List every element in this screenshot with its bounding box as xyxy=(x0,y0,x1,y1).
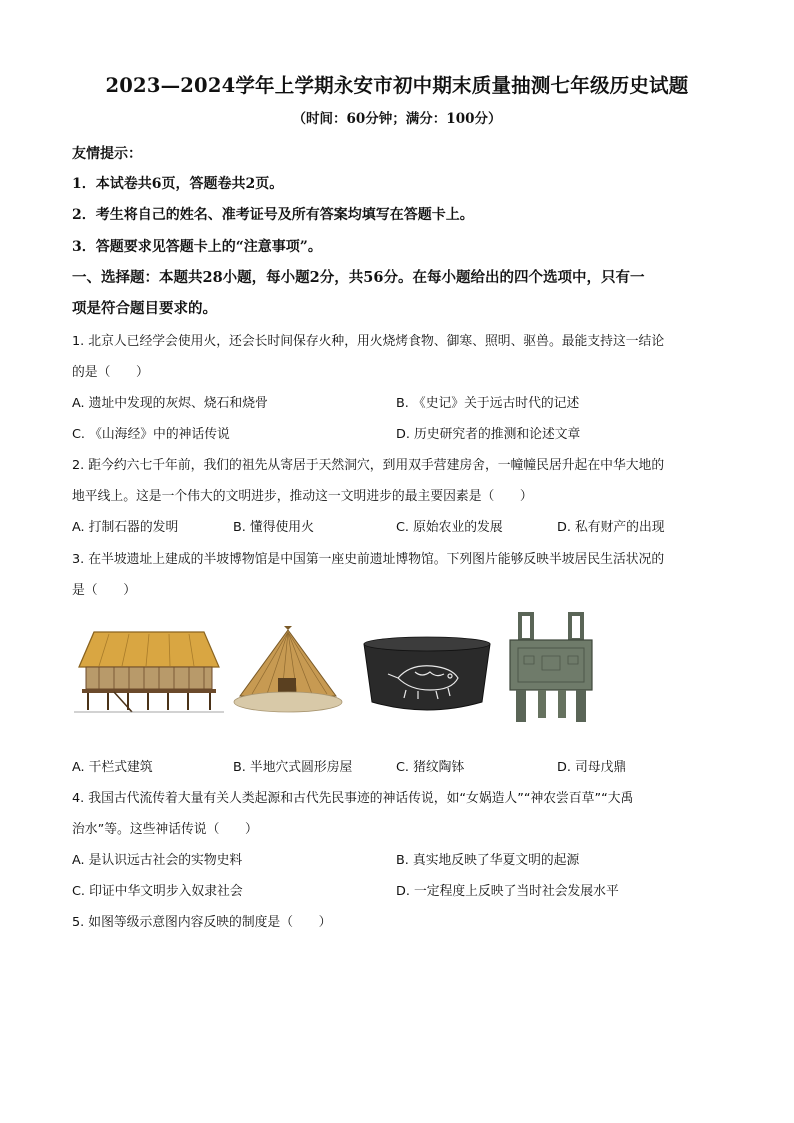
q2-option-c: C. 原始农业的发展 xyxy=(396,520,503,535)
stilt-house-image xyxy=(74,622,224,717)
q3-stem-line2: 是（ ） xyxy=(72,583,136,598)
tip-2: 2．考生将自己的姓名、准考证号及所有答案均填写在答题卡上。 xyxy=(72,207,474,223)
q3-option-b: B. 半地穴式圆形房屋 xyxy=(233,760,353,775)
q1-stem-line2: 的是（ ） xyxy=(72,365,149,380)
q4-option-d: D. 一定程度上反映了当时社会发展水平 xyxy=(396,884,619,899)
q4-option-a: A. 是认识远古社会的实物史料 xyxy=(72,853,243,868)
ding-vessel-image xyxy=(504,612,598,726)
q4-stem-line2: 治水”等。这些神话传说（ ） xyxy=(72,822,258,837)
pig-pottery-image xyxy=(360,634,494,718)
q1-option-a: A. 遗址中发现的灰烬、烧石和烧骨 xyxy=(72,396,268,411)
q3-stem-line1: 3. 在半坡遗址上建成的半坡博物馆是中国第一座史前遗址博物馆。下列图片能够反映半坡居民生活状况的 xyxy=(72,552,665,567)
section1-line2: 项是符合题目要求的。 xyxy=(72,300,217,317)
q1-option-c: C. 《山海经》中的神话传说 xyxy=(72,427,230,442)
q1-stem-line1: 1. 北京人已经学会使用火，还会长时间保存火种，用火烧烤食物、御寒、照明、驱兽。最能支持这一结论 xyxy=(72,334,665,349)
q2-option-d: D. 私有财产的出现 xyxy=(557,520,665,535)
q3-option-c: C. 猪纹陶钵 xyxy=(396,760,465,775)
round-house-image xyxy=(232,626,344,718)
q4-option-c: C. 印证中华文明步入奴隶社会 xyxy=(72,884,243,899)
q1-option-b: B. 《史记》关于远古时代的记述 xyxy=(396,396,580,411)
q1-option-d: D. 历史研究者的推测和论述文章 xyxy=(396,427,581,442)
q4-stem-line1: 4. 我国古代流传着大量有关人类起源和古代先民事迹的神话传说，如“女娲造人”“神农尝百草”“大禹 xyxy=(72,791,634,806)
exam-title: 2023—2024学年上学期永安市初中期末质量抽测七年级历史试题 xyxy=(105,74,689,97)
q2-option-a: A. 打制石器的发明 xyxy=(72,520,179,535)
exam-subtitle: （时间：60分钟；满分：100分） xyxy=(292,111,502,127)
q2-stem-line2: 地平线上。这是一个伟大的文明进步，推动这一文明进步的最主要因素是（ ） xyxy=(72,489,533,504)
tip-1: 1．本试卷共6页，答题卷共2页。 xyxy=(72,176,284,192)
tips-heading: 友情提示： xyxy=(72,146,142,162)
q3-option-d: D. 司母戊鼎 xyxy=(557,760,627,775)
q2-stem-line1: 2. 距今约六七千年前，我们的祖先从寄居于天然洞穴，到用双手营建房舍，一幢幢民居升起在中华大地的 xyxy=(72,458,665,473)
tip-3: 3．答题要求见答题卡上的“注意事项”。 xyxy=(72,239,322,255)
section1-line1: 一、选择题：本题共28小题，每小题2分，共56分。在每小题给出的四个选项中，只有一 xyxy=(72,269,645,286)
q5-stem-line1: 5. 如图等级示意图内容反映的制度是（ ） xyxy=(72,915,332,930)
q2-option-b: B. 懂得使用火 xyxy=(233,520,314,535)
q4-option-b: B. 真实地反映了华夏文明的起源 xyxy=(396,853,580,868)
q3-option-a: A. 干栏式建筑 xyxy=(72,760,153,775)
